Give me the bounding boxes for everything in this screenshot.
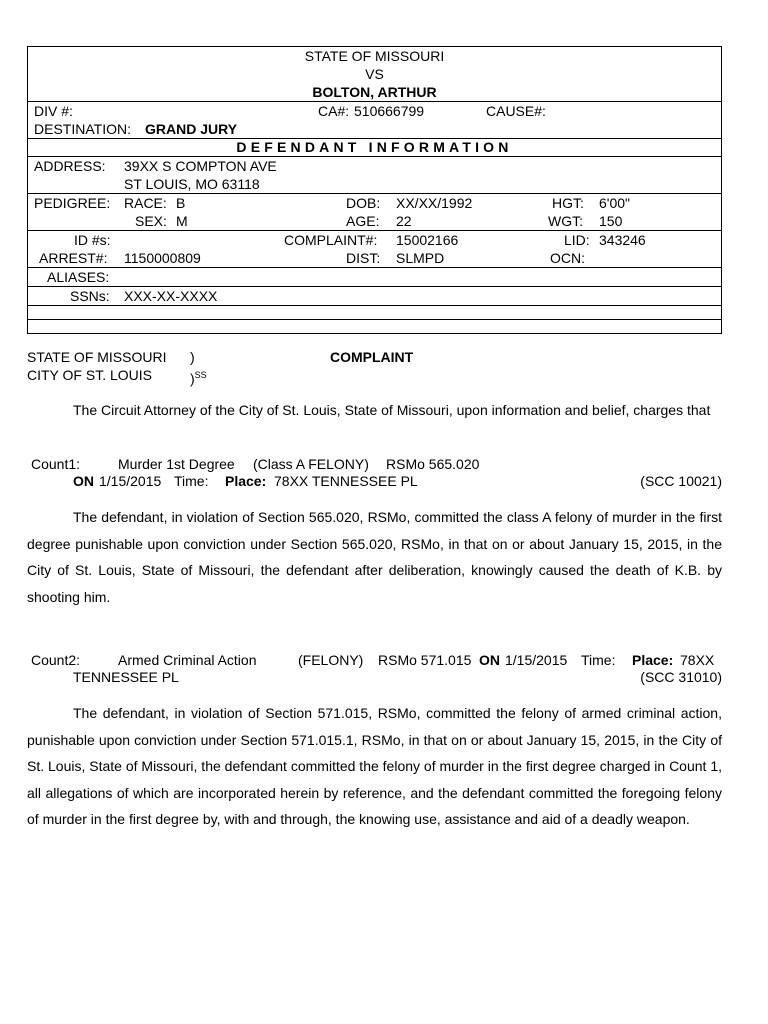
intro-paragraph: The Circuit Attorney of the City of St. Louis, State of Missouri, upon information and belief, charges that xyxy=(73,402,711,418)
scc-code: (SCC 31010) xyxy=(640,669,722,685)
count-offense: Armed Criminal Action xyxy=(118,652,257,668)
dist-value: SLMPD xyxy=(396,250,445,266)
age-value: 22 xyxy=(396,213,412,229)
sex-value: M xyxy=(176,213,188,229)
wgt-label: WGT: xyxy=(548,213,583,229)
destination-value: GRAND JURY xyxy=(145,121,238,137)
arrest-label: ARREST#: xyxy=(39,250,108,266)
sex-label: SEX: xyxy=(135,213,167,229)
hgt-label: HGT: xyxy=(552,195,584,211)
dist-label: DIST: xyxy=(346,250,381,266)
caption-city: CITY OF ST. LOUIS xyxy=(27,367,152,383)
on-label: ON xyxy=(479,652,500,668)
ssns-label: SSNs: xyxy=(70,288,110,304)
case-header-box xyxy=(27,46,722,334)
dob-value: XX/XX/1992 xyxy=(396,195,473,211)
complaint-title: COMPLAINT xyxy=(330,349,414,365)
complaint-number-value: 15002166 xyxy=(396,232,459,248)
ca-value: 510666799 xyxy=(354,103,425,119)
divider xyxy=(28,267,721,268)
complaint-number-label: COMPLAINT#: xyxy=(284,232,378,248)
aliases-label: ALIASES: xyxy=(47,269,110,285)
id-label: ID #s: xyxy=(74,232,111,248)
ss-mark: SS xyxy=(194,370,207,380)
count-date: 1/15/2015 xyxy=(505,652,568,668)
ssns-value: XXX-XX-XXXX xyxy=(124,288,218,304)
wgt-value: 150 xyxy=(599,213,623,229)
count-statute: RSMo 571.015 xyxy=(378,652,472,668)
divider xyxy=(28,305,721,306)
race-value: B xyxy=(176,195,186,211)
ocn-label: OCN: xyxy=(550,250,585,266)
div-label: DIV #: xyxy=(34,103,73,119)
caption-paren: )$^{SS}$ xyxy=(190,370,207,387)
ca-label: CA#: xyxy=(318,103,350,119)
arrest-value: 1150000809 xyxy=(124,250,201,266)
count-class: (FELONY) xyxy=(298,652,364,668)
address-line1: 39XX S COMPTON AVE xyxy=(124,158,277,174)
section-title: DEFENDANT INFORMATION xyxy=(236,139,513,155)
address-label: ADDRESS: xyxy=(34,158,106,174)
caption-state: STATE OF MISSOURI xyxy=(27,349,167,365)
destination-label: DESTINATION: xyxy=(34,121,131,137)
count-statute: RSMo 565.020 xyxy=(386,456,480,472)
count-label: Count2: xyxy=(31,652,81,668)
race-label: RACE: xyxy=(124,195,167,211)
count-label: Count1: xyxy=(31,456,81,472)
divider xyxy=(28,319,721,320)
defendant-name: BOLTON, ARTHUR xyxy=(312,84,437,100)
state-heading: STATE OF MISSOURI xyxy=(304,48,445,64)
lid-value: 343246 xyxy=(599,232,646,248)
on-label: ON xyxy=(73,473,94,489)
count-narrative: The defendant, in violation of Section 571.015, RSMo, committed the felony of armed criminal action, punishable upon conviction under Section 571.015.1, RSMo, in that on or about January 15, 2015, in the City of St. Louis, State of Missouri, the defendant committed the felony of murder in the first degree charged in Count 1, all allegations of which are incorporated herein by reference, and the defendant committed the foregoing felony of murder in the first degree by, with and through, the knowing use, assistance and aid of a deadly weapon. xyxy=(27,705,722,827)
count-place-continued: TENNESSEE PL xyxy=(73,669,179,685)
count-place: 78XX xyxy=(680,652,715,668)
lid-label: LID: xyxy=(564,232,590,248)
caption-paren: ) xyxy=(190,349,195,365)
time-label: Time: xyxy=(174,473,209,489)
address-line2: ST LOUIS, MO 63118 xyxy=(124,176,260,192)
scc-code: (SCC 10021) xyxy=(640,473,722,489)
pedigree-label: PEDIGREE: xyxy=(34,195,111,211)
count-offense: Murder 1st Degree xyxy=(118,456,235,472)
count-class: (Class A FELONY) xyxy=(253,456,369,472)
place-label: Place: xyxy=(225,473,267,489)
place-label: Place: xyxy=(632,652,674,668)
count-date: 1/15/2015 xyxy=(99,473,162,489)
cause-label: CAUSE#: xyxy=(486,103,546,119)
age-label: AGE: xyxy=(346,213,380,229)
versus-label: VS xyxy=(365,66,384,82)
dob-label: DOB: xyxy=(346,195,381,211)
count-place: 78XX TENNESSEE PL xyxy=(274,473,418,489)
time-label: Time: xyxy=(581,652,616,668)
count-narrative: The defendant, in violation of Section 565.020, RSMo, committed the class A felony of murder in the first degree punishable upon conviction under Section 565.020, RSMo, in that on or about January 15, 2015, in the City of St. Louis, State of Missouri, the defendant after deliberation, knowingly caused the death of K.B. by shooting him. xyxy=(27,509,722,605)
hgt-value: 6'00" xyxy=(599,195,631,211)
